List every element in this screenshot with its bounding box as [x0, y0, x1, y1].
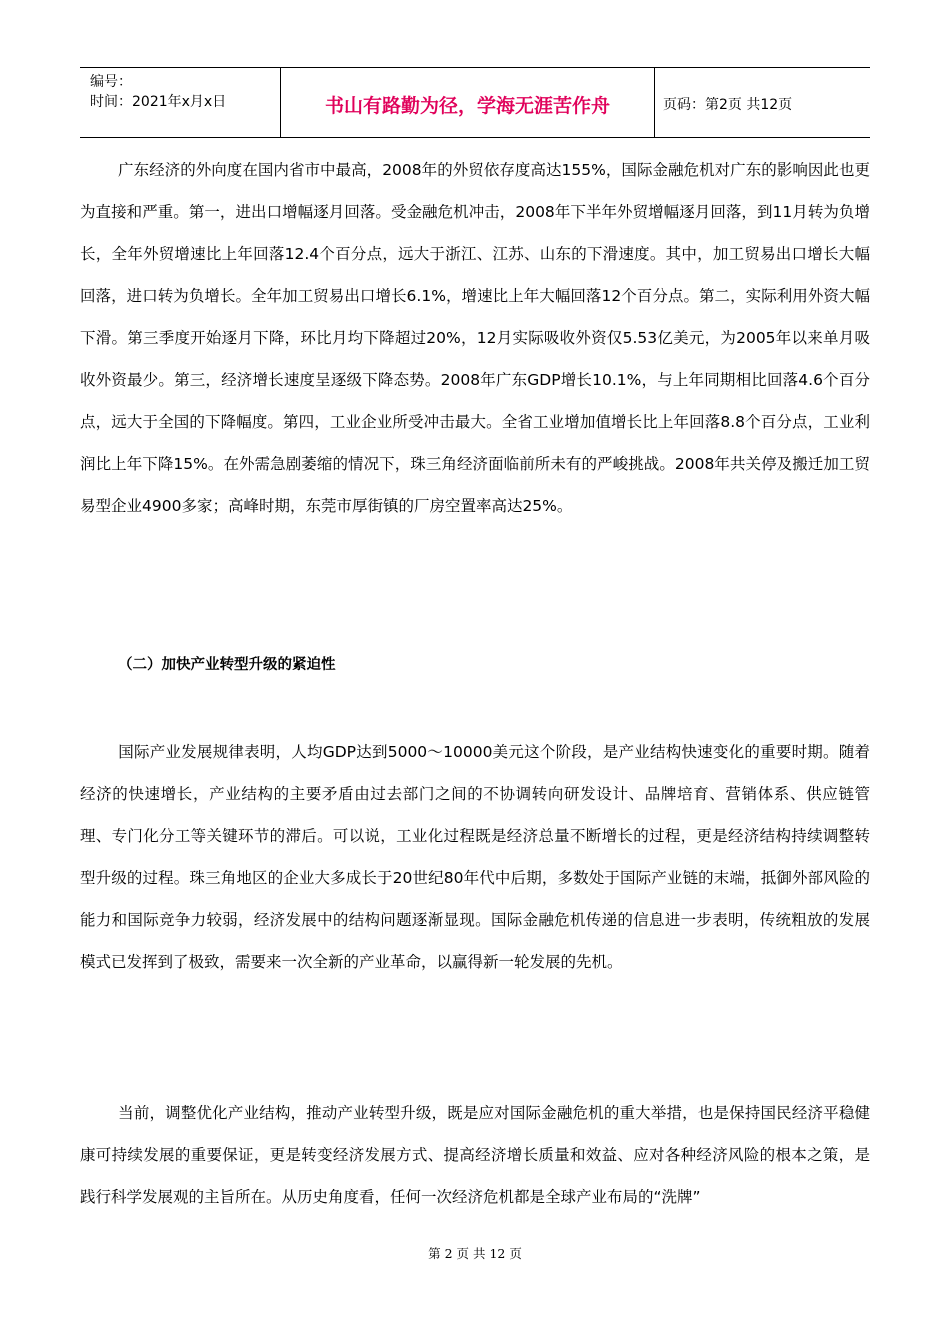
paragraph-guangdong-economy: [80, 149, 870, 527]
paragraph-industry-rules: [80, 731, 870, 983]
header-page-info: 页码：第2页 共12页: [663, 96, 793, 113]
section-heading: （二）加快产业转型升级的紧迫性: [118, 657, 336, 673]
paragraph-current-policy: [80, 1092, 870, 1218]
document-number: 编号：: [90, 74, 132, 90]
document-time: 时间：2021年x月x日: [90, 94, 227, 110]
paragraph-text: 广东经济的外向度在国内省市中最高，2008年的外贸依存度高达155%，国际金融危机对广东的影响因此也更为直接和严重。第一，进出口增幅逐月回落。受金融危机冲击，2008年下半年外贸增幅逐月回落，到11月转为负增长，全年外贸增速比上年回落12.4个百分点，远大于浙江、江苏、山东的下滑速度。其中，加工贸易出口增长大幅回落，进口转为负增长。全年加工贸易出口增长6.1%，增速比上年大幅回落12个百分点。第二，实际利用外资大幅下滑。第三季度开始逐月下降，环比月均下降超过20%，12月实际吸收外资仅5.53亿美元，为2005年以来单月吸收外资最少。第三，经济增长速度呈逐级下降态势。2008年广东GDP增长10.1%，与上年同期相比回落4.6个百分点，远大于全国的下降幅度。第四，工业企业所受冲击最大。全省工业增加值增长比上年回落8.8个百分点，工业利润比上年下降15%。在外需急剧萎缩的情况下，珠三角经济面临前所未有的严峻挑战。2008年共关停及搬迁加工贸易型企业4900多家；高峰时期，东莞市厚街镇的厂房空置率高达25%。: [80, 161, 870, 515]
paragraph-text: 国际产业发展规律表明，人均GDP达到5000～10000美元这个阶段，是产业结构快速变化的重要时期。随着经济的快速增长，产业结构的主要矛盾由过去部门之间的不协调转向研发设计、品牌培育、营销体系、供应链管理、专门化分工等关键环节的滞后。可以说，工业化过程既是经济总量不断增长的过程，更是经济结构持续调整转型升级的过程。珠三角地区的企业大多成长于20世纪80年代中后期，多数处于国际产业链的末端，抵御外部风险的能力和国际竞争力较弱，经济发展中的结构问题逐渐显现。国际金融危机传递的信息进一步表明，传统粗放的发展模式已发挥到了极致，需要来一次全新的产业革命，以赢得新一轮发展的先机。: [80, 743, 870, 971]
paragraph-text: 当前，调整优化产业结构，推动产业转型升级，既是应对国际金融危机的重大举措，也是保持国民经济平稳健康可持续发展的重要保证，更是转变经济发展方式、提高经济增长质量和效益、应对各种经济风险的根本之策，是践行科学发展观的主旨所在。从历史角度看，任何一次经济危机都是全球产业布局的“洗牌”: [80, 1104, 870, 1206]
page-header: [80, 67, 870, 138]
header-motto: 书山有路勤为径，学海无涯苦作舟: [281, 68, 655, 137]
page-footer: 第 2 页 共 12 页: [428, 1246, 522, 1261]
header-meta: [80, 68, 281, 137]
